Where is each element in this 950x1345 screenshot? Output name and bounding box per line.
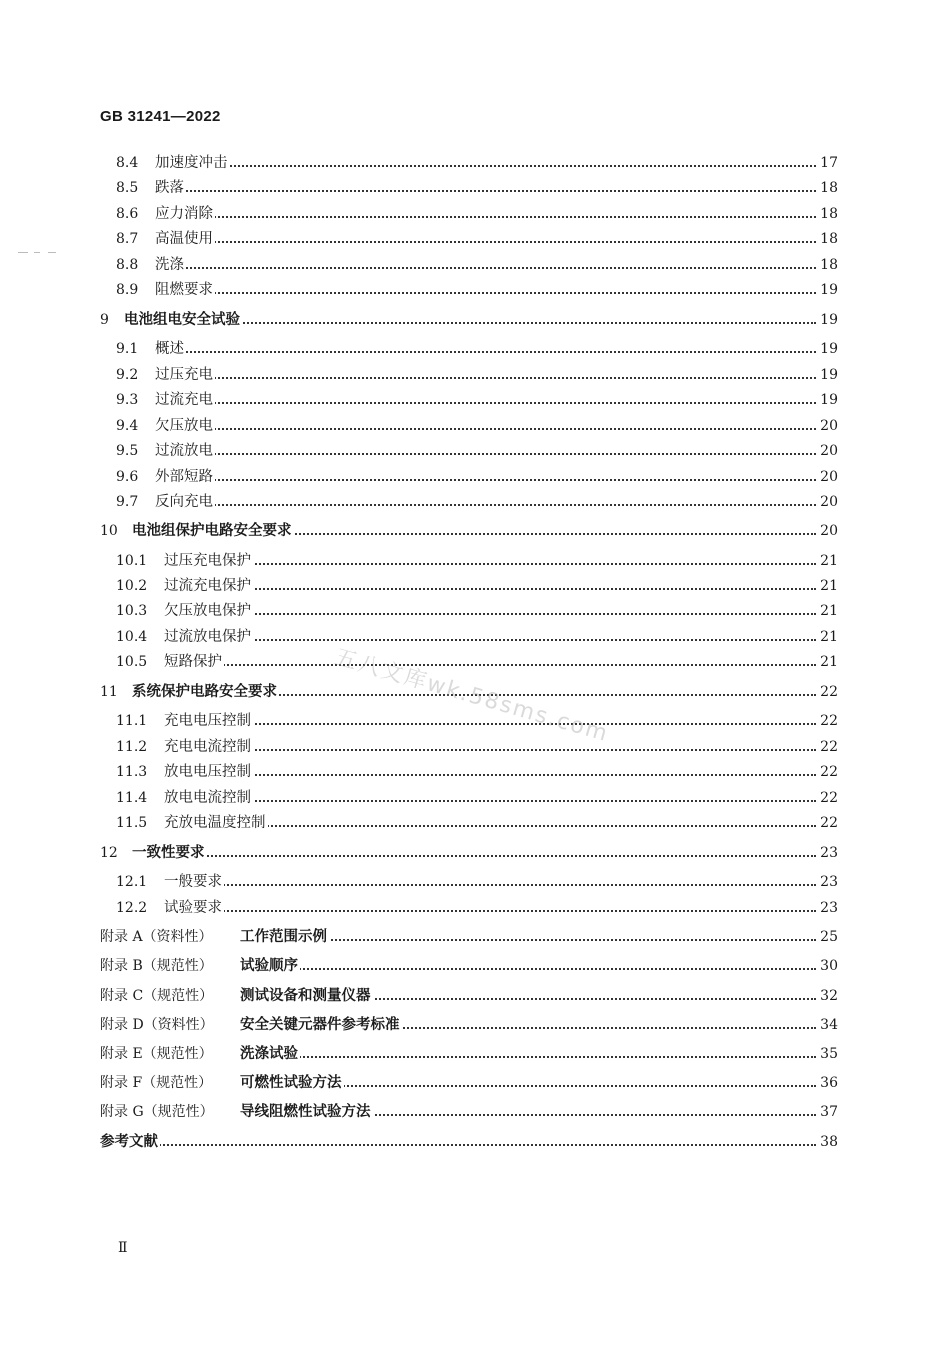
toc-entry[interactable] bbox=[0, 575, 950, 597]
toc-entry-title: 充电电压控制 bbox=[164, 710, 253, 732]
toc-leader-dots bbox=[164, 563, 816, 565]
toc-entry[interactable] bbox=[0, 761, 950, 783]
toc-leader-dots bbox=[164, 664, 816, 666]
toc-entry[interactable] bbox=[0, 651, 950, 673]
toc-entry-page: 21 bbox=[817, 550, 838, 572]
toc-entry-number: 10.3 bbox=[116, 603, 148, 619]
toc-entry[interactable] bbox=[0, 466, 950, 488]
toc-entry[interactable] bbox=[0, 389, 950, 411]
toc-entry-page: 21 bbox=[817, 575, 838, 597]
toc-entry-page: 20 bbox=[817, 491, 838, 513]
toc-entry[interactable] bbox=[0, 1043, 950, 1065]
toc-entry[interactable] bbox=[0, 626, 950, 648]
toc-leader-dots bbox=[155, 479, 816, 481]
toc-entry[interactable] bbox=[0, 415, 950, 437]
toc-entry-title: 安全关键元器件参考标准 bbox=[240, 1014, 402, 1036]
toc-entry-title: 反向充电 bbox=[155, 491, 215, 513]
toc-entry-number: 12.2 bbox=[116, 900, 148, 916]
toc-entry[interactable] bbox=[0, 710, 950, 732]
toc-entry-title: 过压充电保护 bbox=[164, 550, 253, 572]
toc-entry[interactable] bbox=[0, 203, 950, 225]
toc-leader-dots bbox=[164, 910, 816, 912]
toc-leader-dots bbox=[155, 165, 816, 167]
toc-entry-number: 8.9 bbox=[116, 282, 139, 298]
standard-number: GB 31241—2022 bbox=[100, 108, 221, 125]
toc-leader-dots bbox=[164, 800, 816, 802]
toc-entry[interactable] bbox=[0, 228, 950, 250]
toc-entry-page: 23 bbox=[817, 897, 838, 919]
toc-entry[interactable] bbox=[0, 600, 950, 622]
toc-entry[interactable] bbox=[0, 254, 950, 276]
toc-entry-title: 概述 bbox=[155, 338, 186, 360]
page-number: Ⅱ bbox=[118, 1240, 128, 1256]
toc-entry[interactable] bbox=[0, 177, 950, 199]
toc-entry-number: 10.4 bbox=[116, 629, 148, 645]
toc-entry-title: 试验要求 bbox=[164, 897, 224, 919]
toc-entry-page: 20 bbox=[817, 415, 838, 437]
toc-entry[interactable] bbox=[0, 842, 950, 864]
toc-entry-number: 附录 E（规范性） bbox=[100, 1046, 213, 1062]
toc-entry-title: 试验顺序 bbox=[240, 955, 300, 977]
toc-entry-number: 8.6 bbox=[116, 206, 139, 222]
toc-leader-dots bbox=[155, 377, 816, 379]
toc-entry-page: 35 bbox=[817, 1043, 838, 1065]
toc-leader-dots bbox=[164, 639, 816, 641]
toc-entry-page: 18 bbox=[817, 203, 838, 225]
toc-entry-number: 12 bbox=[100, 845, 118, 861]
toc-entry-number: 9.1 bbox=[116, 341, 139, 357]
toc-entry-title: 导线阻燃性试验方法 bbox=[240, 1101, 373, 1123]
toc-entry-title: 跌落 bbox=[155, 177, 186, 199]
toc-entry-page: 30 bbox=[817, 955, 838, 977]
toc-entry-title: 放电电压控制 bbox=[164, 761, 253, 783]
toc-entry-number: 附录 D（资料性） bbox=[100, 1017, 214, 1033]
toc-entry-number: 附录 A（资料性） bbox=[100, 929, 213, 945]
toc-leader-dots bbox=[132, 855, 816, 857]
toc-entry-page: 23 bbox=[817, 871, 838, 893]
toc-entry-title: 应力消除 bbox=[155, 203, 215, 225]
toc-entry-number: 9.6 bbox=[116, 469, 139, 485]
toc-entry-page: 22 bbox=[817, 736, 838, 758]
toc-leader-dots bbox=[240, 968, 816, 970]
toc-entry-page: 37 bbox=[817, 1101, 838, 1123]
toc-leader-dots bbox=[155, 216, 816, 218]
toc-entry[interactable] bbox=[0, 1072, 950, 1094]
toc-entry-page: 22 bbox=[817, 812, 838, 834]
toc-entry[interactable] bbox=[0, 897, 950, 919]
toc-leader-dots bbox=[155, 292, 816, 294]
toc-entry-title: 一般要求 bbox=[164, 871, 224, 893]
toc-entry[interactable] bbox=[0, 1131, 950, 1153]
toc-entry-number: 9 bbox=[100, 312, 109, 328]
toc-leader-dots bbox=[155, 504, 816, 506]
toc-entry-number: 11.1 bbox=[116, 713, 148, 729]
toc-entry-page: 36 bbox=[817, 1072, 838, 1094]
toc-entry-number: 8.8 bbox=[116, 257, 139, 273]
toc-entry-page: 20 bbox=[817, 440, 838, 462]
toc-entry-title: 测试设备和测量仪器 bbox=[240, 985, 373, 1007]
toc-entry-title: 加速度冲击 bbox=[155, 152, 230, 174]
toc-entry-title: 工作范围示例 bbox=[240, 926, 329, 948]
toc-entry-title: 洗涤 bbox=[155, 254, 186, 276]
toc-entry[interactable] bbox=[0, 279, 950, 301]
toc-entry-number: 附录 F（规范性） bbox=[100, 1075, 213, 1091]
toc-entry-title: 过流充电 bbox=[155, 389, 215, 411]
toc-entry-number: 10.5 bbox=[116, 654, 148, 670]
toc-leader-dots bbox=[164, 749, 816, 751]
toc-entry[interactable] bbox=[0, 736, 950, 758]
toc-entry-page: 34 bbox=[817, 1014, 838, 1036]
toc-entry-number: 附录 G（规范性） bbox=[100, 1104, 214, 1120]
toc-entry-page: 18 bbox=[817, 254, 838, 276]
toc-entry-page: 25 bbox=[817, 926, 838, 948]
toc-entry[interactable] bbox=[0, 364, 950, 386]
toc-entry-page: 21 bbox=[817, 651, 838, 673]
toc-entry[interactable] bbox=[0, 520, 950, 542]
toc-entry-title: 欠压放电 bbox=[155, 415, 215, 437]
margin-mark bbox=[18, 252, 28, 253]
toc-entry-number: 11 bbox=[100, 684, 118, 700]
toc-entry-page: 19 bbox=[817, 389, 838, 411]
toc-entry-page: 23 bbox=[817, 842, 838, 864]
toc-entry-title: 充放电温度控制 bbox=[164, 812, 268, 834]
toc-entry-number: 11.4 bbox=[116, 790, 148, 806]
toc-entry-title: 短路保护 bbox=[164, 651, 224, 673]
toc-entry[interactable] bbox=[0, 955, 950, 977]
toc-leader-dots bbox=[155, 241, 816, 243]
toc-entry[interactable] bbox=[0, 812, 950, 834]
toc-entry-number: 附录 B（规范性） bbox=[100, 958, 213, 974]
toc-entry-title: 高温使用 bbox=[155, 228, 215, 250]
toc-entry-number: 9.4 bbox=[116, 418, 139, 434]
toc-entry-page: 20 bbox=[817, 466, 838, 488]
toc-entry[interactable] bbox=[0, 338, 950, 360]
toc-entry[interactable] bbox=[0, 1014, 950, 1036]
toc-leader-dots bbox=[155, 190, 816, 192]
toc-entry-number: 8.5 bbox=[116, 180, 139, 196]
toc-entry-title: 放电电流控制 bbox=[164, 787, 253, 809]
toc-leader-dots bbox=[155, 428, 816, 430]
toc-entry-page: 32 bbox=[817, 985, 838, 1007]
toc-entry-number: 10.1 bbox=[116, 553, 148, 569]
toc-entry-number: 11.2 bbox=[116, 739, 148, 755]
toc-leader-dots bbox=[155, 453, 816, 455]
toc-leader-dots bbox=[164, 588, 816, 590]
toc-leader-dots bbox=[100, 1144, 816, 1146]
toc-entry-number: 8.4 bbox=[116, 155, 139, 171]
toc-entry-number: 8.7 bbox=[116, 231, 139, 247]
toc-entry-title: 洗涤试验 bbox=[240, 1043, 300, 1065]
toc-entry-page: 22 bbox=[817, 787, 838, 809]
toc-entry-title: 外部短路 bbox=[155, 466, 215, 488]
toc-entry-number: 10 bbox=[100, 523, 118, 539]
toc-entry-page: 38 bbox=[817, 1131, 838, 1153]
toc-entry-number: 附录 C（规范性） bbox=[100, 988, 214, 1004]
toc-entry[interactable] bbox=[0, 985, 950, 1007]
toc-entry-title: 欠压放电保护 bbox=[164, 600, 253, 622]
toc-entry-page: 22 bbox=[817, 681, 838, 703]
toc-leader-dots bbox=[155, 351, 816, 353]
toc-entry-number: 9.7 bbox=[116, 494, 139, 510]
toc-entry-title: 过压充电 bbox=[155, 364, 215, 386]
toc-entry-page: 17 bbox=[817, 152, 838, 174]
toc-entry-title: 可燃性试验方法 bbox=[240, 1072, 344, 1094]
toc-entry-title: 电池组保护电路安全要求 bbox=[132, 520, 294, 542]
toc-entry-page: 22 bbox=[817, 710, 838, 732]
watermark-text: 五八文库wk.58sms.com bbox=[331, 644, 612, 748]
toc-entry[interactable] bbox=[0, 491, 950, 513]
toc-entry-title: 过流充电保护 bbox=[164, 575, 253, 597]
toc-entry-page: 20 bbox=[817, 520, 838, 542]
toc-entry-number: 10.2 bbox=[116, 578, 148, 594]
toc-entry-page: 21 bbox=[817, 626, 838, 648]
toc-leader-dots bbox=[155, 402, 816, 404]
toc-entry[interactable] bbox=[0, 309, 950, 331]
toc-entry-title: 参考文献 bbox=[100, 1131, 160, 1153]
toc-entry-number: 9.3 bbox=[116, 392, 139, 408]
toc-entry-number: 11.5 bbox=[116, 815, 148, 831]
toc-entry-title: 充电电流控制 bbox=[164, 736, 253, 758]
toc-entry-page: 22 bbox=[817, 761, 838, 783]
toc-entry-title: 阻燃要求 bbox=[155, 279, 215, 301]
toc-entry-page: 19 bbox=[817, 338, 838, 360]
toc-entry-title: 系统保护电路安全要求 bbox=[132, 681, 279, 703]
toc-entry-number: 11.3 bbox=[116, 764, 148, 780]
toc-entry[interactable] bbox=[0, 926, 950, 948]
toc-leader-dots bbox=[155, 267, 816, 269]
toc-entry-page: 19 bbox=[817, 279, 838, 301]
toc-entry-number: 9.5 bbox=[116, 443, 139, 459]
toc-entry-page: 19 bbox=[817, 364, 838, 386]
toc-entry-title: 过流放电 bbox=[155, 440, 215, 462]
toc-entry[interactable] bbox=[0, 550, 950, 572]
toc-entry-number: 12.1 bbox=[116, 874, 148, 890]
toc-entry-page: 19 bbox=[817, 309, 838, 331]
toc-entry-page: 21 bbox=[817, 600, 838, 622]
toc-entry-page: 18 bbox=[817, 228, 838, 250]
toc-leader-dots bbox=[240, 1056, 816, 1058]
toc-entry[interactable] bbox=[0, 787, 950, 809]
toc-leader-dots bbox=[164, 884, 816, 886]
toc-leader-dots bbox=[164, 723, 816, 725]
toc-entry-number: 9.2 bbox=[116, 367, 139, 383]
margin-mark bbox=[34, 252, 40, 253]
toc-entry[interactable] bbox=[0, 871, 950, 893]
toc-entry-title: 一致性要求 bbox=[132, 842, 207, 864]
toc-entry-title: 电池组电安全试验 bbox=[124, 309, 242, 331]
toc-entry-title: 过流放电保护 bbox=[164, 626, 253, 648]
toc-entry[interactable] bbox=[0, 152, 950, 174]
margin-mark bbox=[48, 252, 56, 253]
toc-leader-dots bbox=[164, 774, 816, 776]
toc-leader-dots bbox=[164, 613, 816, 615]
toc-entry-page: 18 bbox=[817, 177, 838, 199]
toc-entry[interactable] bbox=[0, 440, 950, 462]
toc-entry[interactable] bbox=[0, 1101, 950, 1123]
